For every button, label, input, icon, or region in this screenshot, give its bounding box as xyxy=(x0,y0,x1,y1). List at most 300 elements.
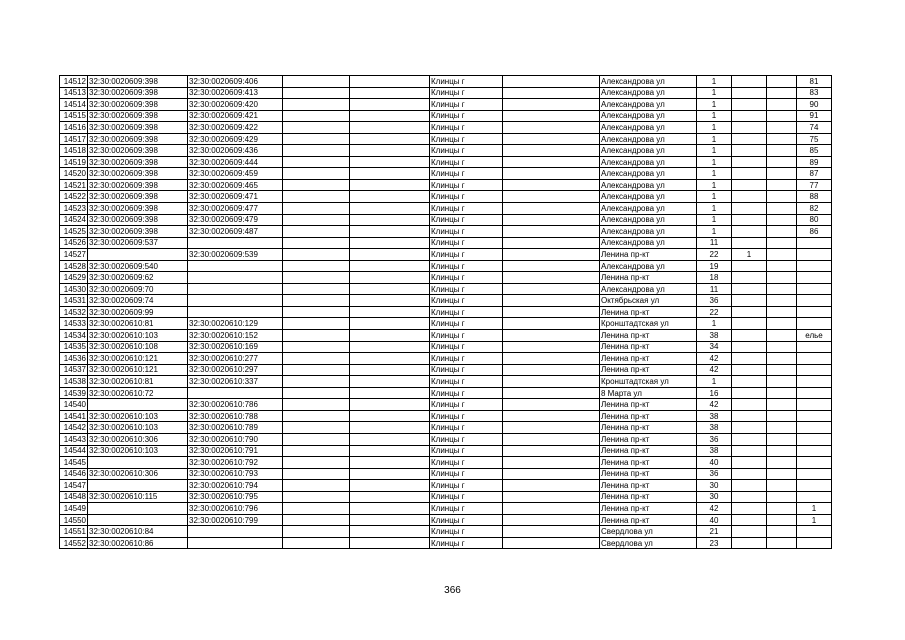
cell-city: Клинцы г xyxy=(430,376,503,388)
cell-parent-cadastral-number: 32:30:0020610:115 xyxy=(88,491,188,503)
cell-row-index: 14532 xyxy=(60,306,88,318)
cell-col-7 xyxy=(503,480,600,492)
cell-col-4 xyxy=(283,503,350,515)
cell-row-index: 14531 xyxy=(60,295,88,307)
cell-street: Ленина пр-кт xyxy=(600,341,697,353)
cell-col-10 xyxy=(732,145,767,157)
cell-cadastral-number xyxy=(188,526,283,538)
table-row xyxy=(60,295,832,307)
cell-apartment: 75 xyxy=(797,133,832,145)
cell-col-4 xyxy=(283,145,350,157)
cell-col-11 xyxy=(767,433,797,445)
cell-col-11 xyxy=(767,491,797,503)
cell-col-5 xyxy=(350,283,430,295)
cell-cadastral-number xyxy=(188,306,283,318)
cell-house-number: 1 xyxy=(697,168,732,180)
cell-house-number: 1 xyxy=(697,76,732,88)
cell-col-11 xyxy=(767,503,797,515)
cell-street: Александрова ул xyxy=(600,191,697,203)
cell-parent-cadastral-number: 32:30:0020609:398 xyxy=(88,122,188,134)
cell-col-5 xyxy=(350,249,430,261)
cell-row-index: 14544 xyxy=(60,445,88,457)
cell-cadastral-number: 32:30:0020610:337 xyxy=(188,376,283,388)
cell-city: Клинцы г xyxy=(430,214,503,226)
cell-city: Клинцы г xyxy=(430,364,503,376)
cell-col-7 xyxy=(503,87,600,99)
cell-col-11 xyxy=(767,191,797,203)
cell-row-index: 14550 xyxy=(60,514,88,526)
cell-cadastral-number: 32:30:0020609:406 xyxy=(188,76,283,88)
cell-parent-cadastral-number xyxy=(88,249,188,261)
cell-col-10 xyxy=(732,433,767,445)
cell-house-number: 11 xyxy=(697,283,732,295)
cell-col-11 xyxy=(767,122,797,134)
cell-street: Ленина пр-кт xyxy=(600,445,697,457)
cell-row-index: 14513 xyxy=(60,87,88,99)
cell-col-7 xyxy=(503,468,600,480)
cell-apartment: 85 xyxy=(797,145,832,157)
cell-house-number: 42 xyxy=(697,399,732,411)
cell-apartment xyxy=(797,306,832,318)
cell-col-11 xyxy=(767,76,797,88)
cell-city: Клинцы г xyxy=(430,341,503,353)
cell-house-number: 22 xyxy=(697,249,732,261)
cell-parent-cadastral-number: 32:30:0020609:74 xyxy=(88,295,188,307)
cell-col-5 xyxy=(350,87,430,99)
cell-house-number: 1 xyxy=(697,376,732,388)
cell-cadastral-number: 32:30:0020609:422 xyxy=(188,122,283,134)
cell-col-5 xyxy=(350,306,430,318)
cell-col-4 xyxy=(283,260,350,272)
cell-col-10 xyxy=(732,491,767,503)
cell-street: Ленина пр-кт xyxy=(600,514,697,526)
cell-col-5 xyxy=(350,156,430,168)
cell-apartment xyxy=(797,249,832,261)
cell-house-number: 11 xyxy=(697,237,732,249)
cell-house-number: 1 xyxy=(697,99,732,111)
cell-col-4 xyxy=(283,330,350,342)
cell-col-5 xyxy=(350,491,430,503)
cell-col-7 xyxy=(503,191,600,203)
cell-col-4 xyxy=(283,191,350,203)
cell-col-10 xyxy=(732,503,767,515)
cell-house-number: 30 xyxy=(697,491,732,503)
cell-street: Александрова ул xyxy=(600,283,697,295)
cell-cadastral-number: 32:30:0020610:786 xyxy=(188,399,283,411)
cell-apartment: 89 xyxy=(797,156,832,168)
cell-house-number: 36 xyxy=(697,433,732,445)
cell-apartment xyxy=(797,341,832,353)
cell-col-7 xyxy=(503,410,600,422)
cell-house-number: 36 xyxy=(697,295,732,307)
cell-col-4 xyxy=(283,110,350,122)
cell-cadastral-number: 32:30:0020609:487 xyxy=(188,226,283,238)
cell-street: Александрова ул xyxy=(600,203,697,215)
cell-col-7 xyxy=(503,249,600,261)
cell-street: Ленина пр-кт xyxy=(600,491,697,503)
cell-cadastral-number: 32:30:0020610:794 xyxy=(188,480,283,492)
cell-col-10 xyxy=(732,399,767,411)
cell-col-5 xyxy=(350,364,430,376)
cell-street: Свердлова ул xyxy=(600,526,697,538)
cell-row-index: 14526 xyxy=(60,237,88,249)
cell-col-11 xyxy=(767,306,797,318)
cell-col-10: 1 xyxy=(732,249,767,261)
table-row xyxy=(60,433,832,445)
cell-col-5 xyxy=(350,480,430,492)
cell-col-10 xyxy=(732,410,767,422)
cell-cadastral-number: 32:30:0020610:297 xyxy=(188,364,283,376)
cell-col-5 xyxy=(350,376,430,388)
cell-parent-cadastral-number: 32:30:0020609:398 xyxy=(88,110,188,122)
cell-apartment xyxy=(797,491,832,503)
cell-street: Александрова ул xyxy=(600,87,697,99)
cell-street: Ленина пр-кт xyxy=(600,433,697,445)
table-row xyxy=(60,260,832,272)
cell-house-number: 1 xyxy=(697,203,732,215)
cell-col-7 xyxy=(503,514,600,526)
cell-parent-cadastral-number: 32:30:0020609:537 xyxy=(88,237,188,249)
cell-col-7 xyxy=(503,203,600,215)
cell-col-11 xyxy=(767,283,797,295)
cell-col-7 xyxy=(503,387,600,399)
cell-apartment: 83 xyxy=(797,87,832,99)
cell-house-number: 1 xyxy=(697,110,732,122)
cell-street: Кронштадтская ул xyxy=(600,318,697,330)
cell-col-5 xyxy=(350,399,430,411)
table-row xyxy=(60,514,832,526)
cell-city: Клинцы г xyxy=(430,133,503,145)
cell-street: Александрова ул xyxy=(600,179,697,191)
cell-city: Клинцы г xyxy=(430,399,503,411)
cell-cadastral-number: 32:30:0020609:479 xyxy=(188,214,283,226)
cell-apartment: 87 xyxy=(797,168,832,180)
cell-apartment xyxy=(797,468,832,480)
cell-col-11 xyxy=(767,237,797,249)
cell-col-10 xyxy=(732,179,767,191)
cell-cadastral-number: 32:30:0020610:790 xyxy=(188,433,283,445)
cell-col-7 xyxy=(503,226,600,238)
cell-parent-cadastral-number: 32:30:0020610:72 xyxy=(88,387,188,399)
cell-apartment xyxy=(797,480,832,492)
cell-col-11 xyxy=(767,376,797,388)
cell-col-5 xyxy=(350,526,430,538)
cell-house-number: 21 xyxy=(697,526,732,538)
cell-house-number: 42 xyxy=(697,353,732,365)
cell-city: Клинцы г xyxy=(430,237,503,249)
cell-col-10 xyxy=(732,260,767,272)
cell-col-10 xyxy=(732,480,767,492)
table-row xyxy=(60,445,832,457)
cell-col-11 xyxy=(767,526,797,538)
cell-cadastral-number: 32:30:0020609:444 xyxy=(188,156,283,168)
cell-row-index: 14551 xyxy=(60,526,88,538)
cell-street: Ленина пр-кт xyxy=(600,480,697,492)
cell-row-index: 14546 xyxy=(60,468,88,480)
cell-col-4 xyxy=(283,433,350,445)
cell-col-5 xyxy=(350,76,430,88)
cell-house-number: 34 xyxy=(697,341,732,353)
cell-row-index: 14552 xyxy=(60,537,88,549)
cell-col-7 xyxy=(503,145,600,157)
cell-row-index: 14541 xyxy=(60,410,88,422)
cell-apartment xyxy=(797,387,832,399)
cell-city: Клинцы г xyxy=(430,99,503,111)
cell-parent-cadastral-number: 32:30:0020609:99 xyxy=(88,306,188,318)
cell-row-index: 14516 xyxy=(60,122,88,134)
cell-cadastral-number: 32:30:0020610:789 xyxy=(188,422,283,434)
cell-col-4 xyxy=(283,226,350,238)
cell-house-number: 1 xyxy=(697,226,732,238)
cell-street: Ленина пр-кт xyxy=(600,272,697,284)
table-row xyxy=(60,387,832,399)
cell-cadastral-number: 32:30:0020610:791 xyxy=(188,445,283,457)
data-table xyxy=(59,75,832,549)
cell-parent-cadastral-number: 32:30:0020609:398 xyxy=(88,87,188,99)
cell-city: Клинцы г xyxy=(430,537,503,549)
cell-city: Клинцы г xyxy=(430,272,503,284)
cell-col-7 xyxy=(503,433,600,445)
cell-cadastral-number: 32:30:0020610:795 xyxy=(188,491,283,503)
cell-street: Ленина пр-кт xyxy=(600,330,697,342)
cell-city: Клинцы г xyxy=(430,283,503,295)
cell-parent-cadastral-number: 32:30:0020609:398 xyxy=(88,99,188,111)
cell-row-index: 14543 xyxy=(60,433,88,445)
cell-col-5 xyxy=(350,410,430,422)
cell-col-10 xyxy=(732,87,767,99)
cell-col-7 xyxy=(503,76,600,88)
cell-col-11 xyxy=(767,99,797,111)
cell-col-5 xyxy=(350,433,430,445)
cell-apartment: 1 xyxy=(797,503,832,515)
cell-city: Клинцы г xyxy=(430,110,503,122)
cell-col-10 xyxy=(732,283,767,295)
cell-col-4 xyxy=(283,353,350,365)
cell-col-10 xyxy=(732,353,767,365)
cell-col-4 xyxy=(283,537,350,549)
cell-col-4 xyxy=(283,168,350,180)
cell-col-10 xyxy=(732,364,767,376)
cell-house-number: 38 xyxy=(697,422,732,434)
cell-street: Александрова ул xyxy=(600,260,697,272)
cell-city: Клинцы г xyxy=(430,445,503,457)
cell-col-4 xyxy=(283,203,350,215)
cell-house-number: 42 xyxy=(697,503,732,515)
cell-col-4 xyxy=(283,272,350,284)
cell-col-5 xyxy=(350,330,430,342)
cell-cadastral-number: 32:30:0020610:793 xyxy=(188,468,283,480)
cell-apartment: 77 xyxy=(797,179,832,191)
table-row xyxy=(60,76,832,88)
cell-house-number: 1 xyxy=(697,87,732,99)
cell-cadastral-number xyxy=(188,387,283,399)
cell-col-4 xyxy=(283,468,350,480)
cell-parent-cadastral-number: 32:30:0020609:398 xyxy=(88,214,188,226)
cell-cadastral-number: 32:30:0020609:429 xyxy=(188,133,283,145)
cell-cadastral-number xyxy=(188,283,283,295)
cell-row-index: 14548 xyxy=(60,491,88,503)
cell-col-4 xyxy=(283,364,350,376)
cell-city: Клинцы г xyxy=(430,145,503,157)
cell-parent-cadastral-number: 32:30:0020609:398 xyxy=(88,156,188,168)
table-row xyxy=(60,133,832,145)
cell-col-11 xyxy=(767,110,797,122)
cell-city: Клинцы г xyxy=(430,387,503,399)
cell-parent-cadastral-number: 32:30:0020610:121 xyxy=(88,353,188,365)
table-row xyxy=(60,318,832,330)
cell-row-index: 14540 xyxy=(60,399,88,411)
cell-col-4 xyxy=(283,514,350,526)
cell-apartment xyxy=(797,353,832,365)
cell-house-number: 16 xyxy=(697,387,732,399)
cell-col-10 xyxy=(732,295,767,307)
cell-col-7 xyxy=(503,99,600,111)
cell-col-5 xyxy=(350,353,430,365)
cell-col-10 xyxy=(732,318,767,330)
table-row xyxy=(60,283,832,295)
cell-col-10 xyxy=(732,330,767,342)
cell-city: Клинцы г xyxy=(430,514,503,526)
cell-col-11 xyxy=(767,226,797,238)
cell-col-10 xyxy=(732,514,767,526)
cell-cadastral-number: 32:30:0020610:799 xyxy=(188,514,283,526)
cell-parent-cadastral-number: 32:30:0020609:398 xyxy=(88,203,188,215)
cell-col-10 xyxy=(732,226,767,238)
cell-col-10 xyxy=(732,537,767,549)
table-row xyxy=(60,353,832,365)
cell-col-11 xyxy=(767,353,797,365)
cell-parent-cadastral-number: 32:30:0020609:398 xyxy=(88,168,188,180)
cell-street: Александрова ул xyxy=(600,122,697,134)
cell-cadastral-number xyxy=(188,237,283,249)
cell-apartment: 90 xyxy=(797,99,832,111)
cell-col-4 xyxy=(283,318,350,330)
cell-col-5 xyxy=(350,226,430,238)
cell-col-11 xyxy=(767,168,797,180)
cell-col-11 xyxy=(767,318,797,330)
cell-col-7 xyxy=(503,364,600,376)
cell-parent-cadastral-number: 32:30:0020609:540 xyxy=(88,260,188,272)
table-row xyxy=(60,110,832,122)
table-row xyxy=(60,203,832,215)
cell-col-7 xyxy=(503,214,600,226)
cell-col-7 xyxy=(503,306,600,318)
cell-col-4 xyxy=(283,341,350,353)
table-row xyxy=(60,410,832,422)
cell-apartment xyxy=(797,260,832,272)
cell-col-10 xyxy=(732,272,767,284)
cell-house-number: 1 xyxy=(697,156,732,168)
cell-col-5 xyxy=(350,503,430,515)
cell-row-index: 14536 xyxy=(60,353,88,365)
cell-col-5 xyxy=(350,537,430,549)
cell-row-index: 14525 xyxy=(60,226,88,238)
cell-house-number: 40 xyxy=(697,457,732,469)
cell-col-11 xyxy=(767,145,797,157)
table-row xyxy=(60,457,832,469)
table-row xyxy=(60,87,832,99)
cell-street: Ленина пр-кт xyxy=(600,503,697,515)
cell-col-11 xyxy=(767,203,797,215)
cell-cadastral-number: 32:30:0020610:152 xyxy=(188,330,283,342)
table-row xyxy=(60,237,832,249)
cell-col-7 xyxy=(503,295,600,307)
cell-cadastral-number: 32:30:0020609:477 xyxy=(188,203,283,215)
cell-row-index: 14520 xyxy=(60,168,88,180)
cell-apartment xyxy=(797,422,832,434)
cell-parent-cadastral-number xyxy=(88,457,188,469)
table-row xyxy=(60,122,832,134)
cell-row-index: 14517 xyxy=(60,133,88,145)
cell-col-4 xyxy=(283,179,350,191)
cell-street: Ленина пр-кт xyxy=(600,306,697,318)
cell-col-4 xyxy=(283,122,350,134)
cell-col-7 xyxy=(503,110,600,122)
cell-city: Клинцы г xyxy=(430,249,503,261)
cell-cadastral-number xyxy=(188,537,283,549)
cell-row-index: 14518 xyxy=(60,145,88,157)
cell-col-5 xyxy=(350,214,430,226)
cell-cadastral-number xyxy=(188,260,283,272)
cell-col-11 xyxy=(767,179,797,191)
cell-col-5 xyxy=(350,191,430,203)
cell-col-5 xyxy=(350,179,430,191)
table-body xyxy=(60,76,832,549)
cell-city: Клинцы г xyxy=(430,503,503,515)
cell-col-10 xyxy=(732,387,767,399)
cell-parent-cadastral-number: 32:30:0020610:103 xyxy=(88,410,188,422)
cell-house-number: 42 xyxy=(697,364,732,376)
cell-house-number: 38 xyxy=(697,410,732,422)
cell-col-7 xyxy=(503,318,600,330)
cell-col-7 xyxy=(503,503,600,515)
cell-row-index: 14521 xyxy=(60,179,88,191)
cell-col-4 xyxy=(283,237,350,249)
table-row xyxy=(60,168,832,180)
cell-col-7 xyxy=(503,399,600,411)
cell-col-5 xyxy=(350,237,430,249)
cell-parent-cadastral-number xyxy=(88,514,188,526)
cell-parent-cadastral-number: 32:30:0020610:81 xyxy=(88,376,188,388)
cell-apartment: 91 xyxy=(797,110,832,122)
cell-apartment xyxy=(797,526,832,538)
cell-row-index: 14545 xyxy=(60,457,88,469)
cell-parent-cadastral-number: 32:30:0020609:398 xyxy=(88,191,188,203)
cell-street: Кронштадтская ул xyxy=(600,376,697,388)
cell-city: Клинцы г xyxy=(430,526,503,538)
cell-col-7 xyxy=(503,526,600,538)
cell-parent-cadastral-number: 32:30:0020609:62 xyxy=(88,272,188,284)
cell-apartment xyxy=(797,433,832,445)
cell-col-11 xyxy=(767,133,797,145)
cell-parent-cadastral-number: 32:30:0020610:103 xyxy=(88,422,188,434)
cell-row-index: 14533 xyxy=(60,318,88,330)
table-row xyxy=(60,364,832,376)
cell-parent-cadastral-number: 32:30:0020609:398 xyxy=(88,133,188,145)
cell-parent-cadastral-number: 32:30:0020609:398 xyxy=(88,179,188,191)
cell-cadastral-number xyxy=(188,272,283,284)
cell-cadastral-number: 32:30:0020610:796 xyxy=(188,503,283,515)
cell-col-4 xyxy=(283,249,350,261)
cell-col-5 xyxy=(350,445,430,457)
cell-apartment: 80 xyxy=(797,214,832,226)
cell-city: Клинцы г xyxy=(430,179,503,191)
cell-cadastral-number: 32:30:0020610:792 xyxy=(188,457,283,469)
cell-cadastral-number: 32:30:0020609:465 xyxy=(188,179,283,191)
cell-city: Клинцы г xyxy=(430,76,503,88)
cell-city: Клинцы г xyxy=(430,457,503,469)
cell-row-index: 14534 xyxy=(60,330,88,342)
